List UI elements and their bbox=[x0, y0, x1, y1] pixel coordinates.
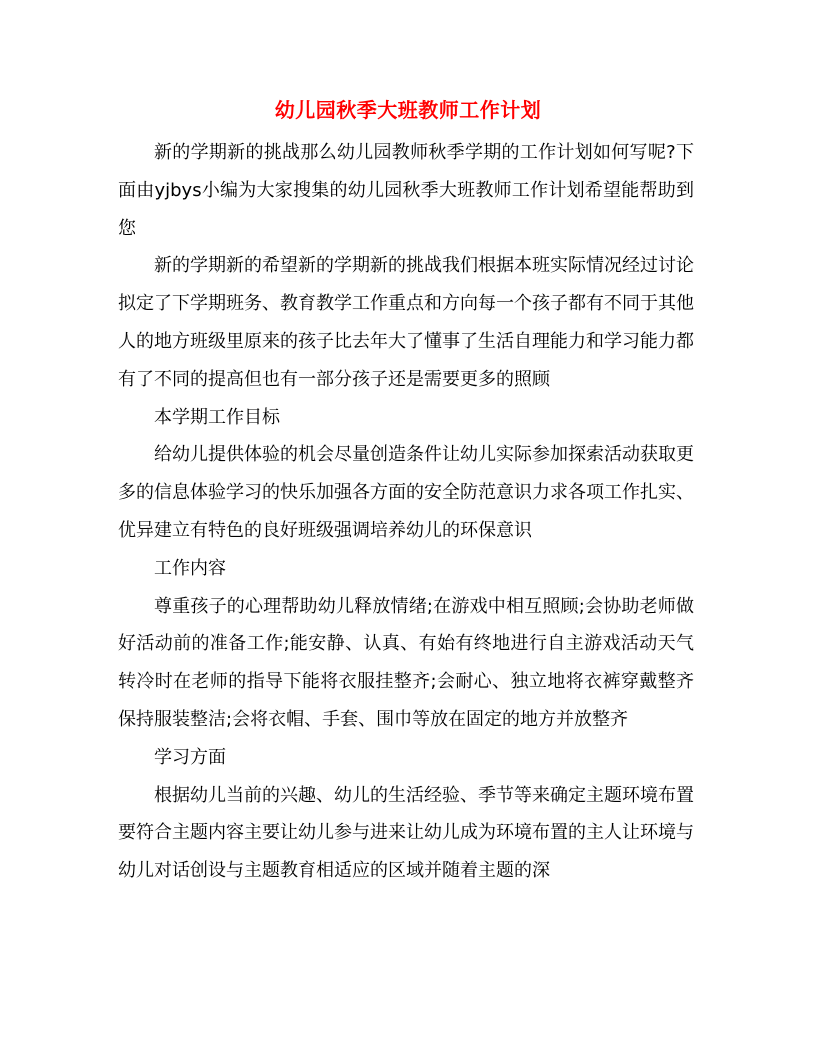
learning-paragraph: 根据幼儿当前的兴趣、幼儿的生活经验、季节等来确定主题环境布置要符合主题内容主要让幼儿参与进来让幼儿成为环境布置的主人让环境与幼儿对话创设与主题教育相适应的区域并随着主题的深 bbox=[118, 784, 694, 882]
intro-paragraph: 新的学期新的挑战那么幼儿园教师秋季学期的工作计划如何写呢?下面由yjbys小编为大家搜集的幼儿园秋季大班教师工作计划希望能帮助到您 bbox=[118, 142, 694, 239]
section-heading-learning: 学习方面 bbox=[154, 746, 226, 768]
document-body bbox=[118, 134, 694, 890]
section-heading-work-content: 工作内容 bbox=[154, 557, 226, 579]
section-heading-goals: 本学期工作目标 bbox=[154, 406, 280, 428]
document-title: 幼儿园秋季大班教师工作计划 bbox=[274, 98, 542, 122]
goals-paragraph: 给幼儿提供体验的机会尽量创造条件让幼儿实际参加探索活动获取更多的信息体验学习的快乐加强各方面的安全防范意识力求各项工作扎实、优异建立有特色的良好班级强调培养幼儿的环保意识 bbox=[118, 444, 694, 541]
overview-paragraph: 新的学期新的希望新的学期新的挑战我们根据本班实际情况经过讨论拟定了下学期班务、教育教学工作重点和方向每一个孩子都有不同于其他人的地方班级里原来的孩子比去年大了懂事了生活自理能力和学习能力都有了不同的提高但也有一部分孩子还是需要更多的照顾 bbox=[118, 255, 694, 390]
work-content-paragraph: 尊重孩子的心理帮助幼儿释放情绪;在游戏中相互照顾;会协助老师做好活动前的准备工作;能安静、认真、有始有终地进行自主游戏活动天气转冷时在老师的指导下能将衣服挂整齐;会耐心、独立地将衣裤穿戴整齐保持服装整洁;会将衣帽、手套、围巾等放在固定的地方并放整齐 bbox=[118, 595, 694, 730]
